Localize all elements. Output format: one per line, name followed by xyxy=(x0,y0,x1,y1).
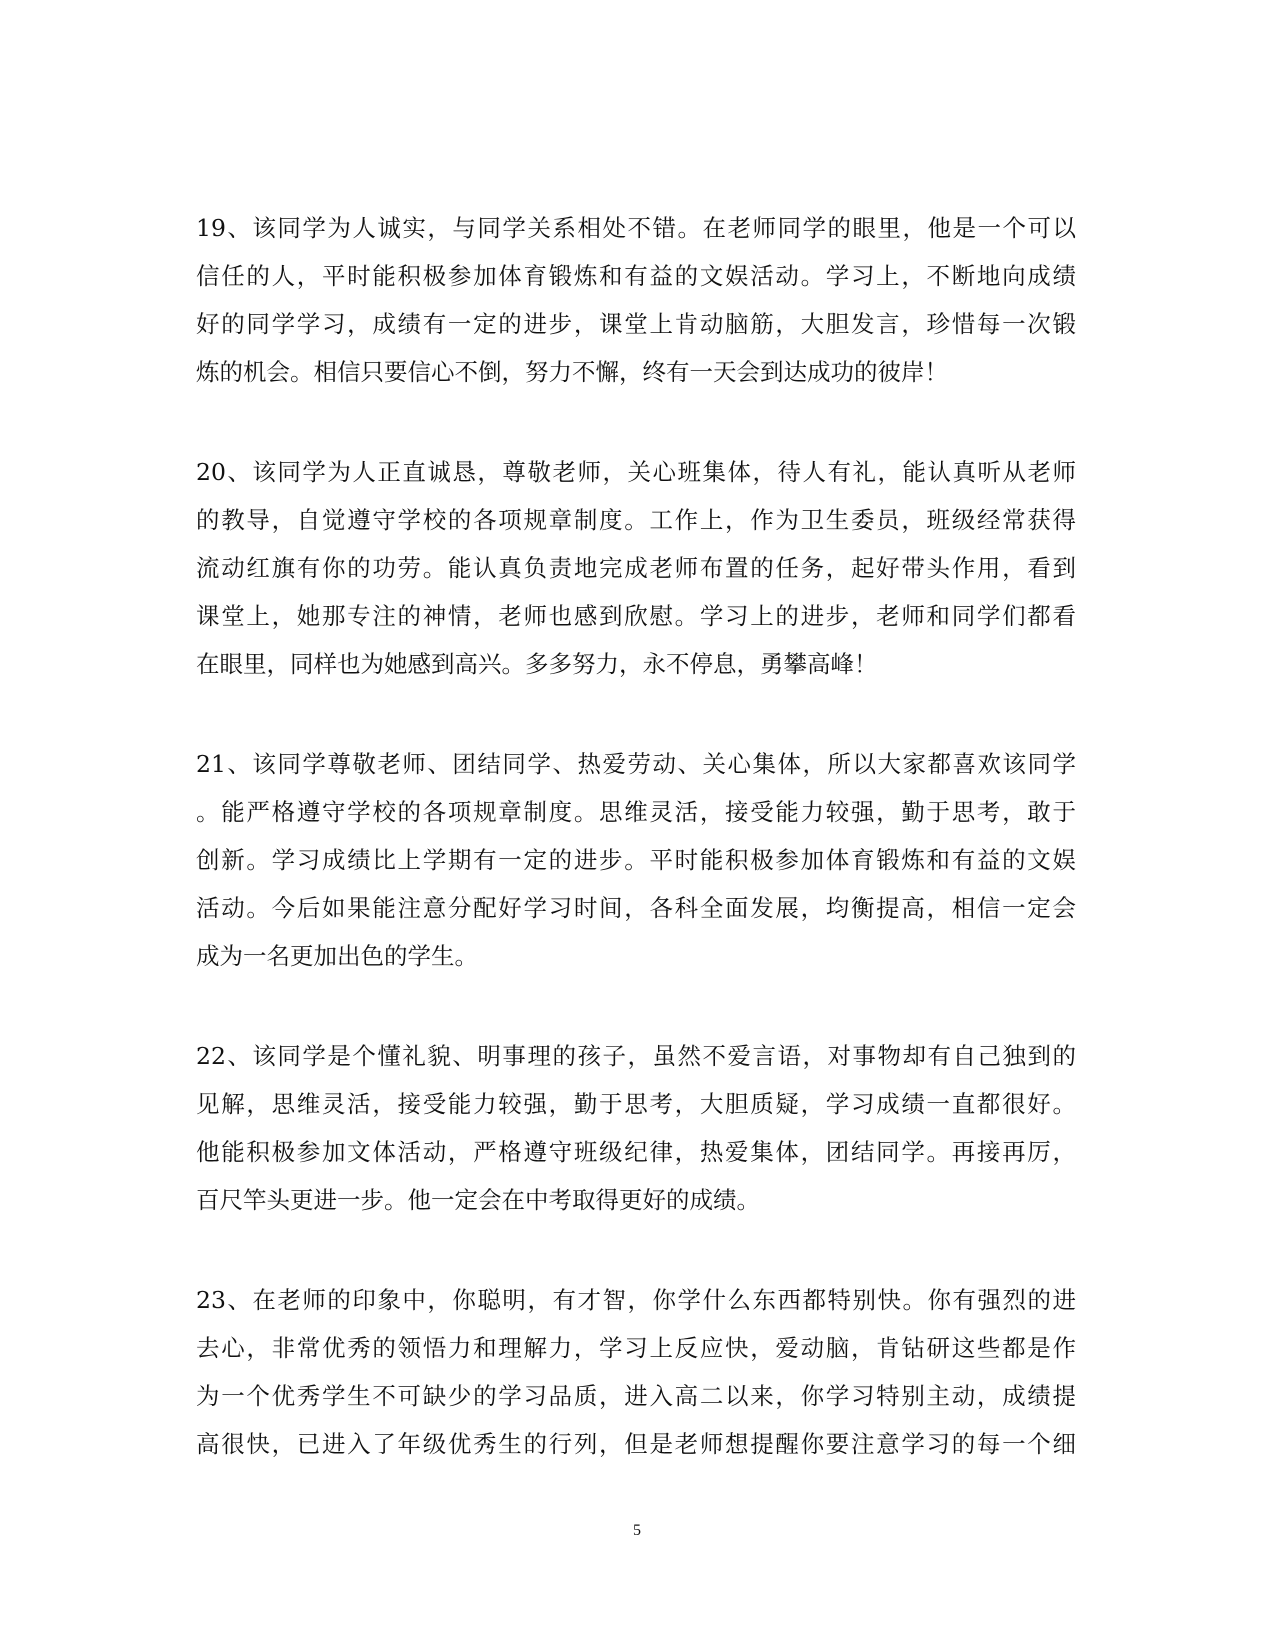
text-line: 炼的机会。相信只要信心不倒，努力不懈，终有一天会到达成功的彼岸！ xyxy=(196,358,948,386)
text-line: 活动。今后如果能注意分配好学习时间，各科全面发展，均衡提高，相信一定会 xyxy=(196,894,1076,922)
text-line: 高很快，已进入了年级优秀生的行列，但是老师想提醒你要注意学习的每一个细 xyxy=(196,1430,1076,1458)
text-line: 他能积极参加文体活动，严格遵守班级纪律，热爱集体，团结同学。再接再厉， xyxy=(196,1138,1076,1166)
text-line: 20、该同学为人正直诚恳，尊敬老师，关心班集体，待人有礼，能认真听从老师 xyxy=(196,458,1076,486)
page-number: 5 xyxy=(633,1522,641,1539)
text-line: 22、该同学是个懂礼貌、明事理的孩子，虽然不爱言语，对事物却有自己独到的 xyxy=(196,1042,1076,1070)
paragraph-19 xyxy=(196,204,1076,396)
text-line: 的教导，自觉遵守学校的各项规章制度。工作上，作为卫生委员，班级经常获得 xyxy=(196,506,1076,534)
text-line: 创新。学习成绩比上学期有一定的进步。平时能积极参加体育锻炼和有益的文娱 xyxy=(196,846,1076,874)
text-line: 见解，思维灵活，接受能力较强，勤于思考，大胆质疑，学习成绩一直都很好。 xyxy=(196,1090,1076,1118)
text-line: 21、该同学尊敬老师、团结同学、热爱劳动、关心集体，所以大家都喜欢该同学 xyxy=(196,750,1076,778)
text-line: 。能严格遵守学校的各项规章制度。思维灵活，接受能力较强，勤于思考，敢于 xyxy=(196,798,1076,826)
text-line: 信任的人，平时能积极参加体育锻炼和有益的文娱活动。学习上，不断地向成绩 xyxy=(196,262,1076,290)
paragraph-23 xyxy=(196,1276,1076,1468)
text-line: 在眼里，同样也为她感到高兴。多多努力，永不停息，勇攀高峰！ xyxy=(196,650,878,678)
text-line: 19、该同学为人诚实，与同学关系相处不错。在老师同学的眼里，他是一个可以 xyxy=(196,214,1076,242)
paragraph-22 xyxy=(196,1032,1076,1224)
text-line: 百尺竿头更进一步。他一定会在中考取得更好的成绩。 xyxy=(196,1186,760,1214)
text-line: 23、在老师的印象中，你聪明，有才智，你学什么东西都特别快。你有强烈的进 xyxy=(196,1286,1076,1314)
text-line: 好的同学学习，成绩有一定的进步，课堂上肯动脑筋，大胆发言，珍惜每一次锻 xyxy=(196,310,1076,338)
text-line: 去心，非常优秀的领悟力和理解力，学习上反应快，爱动脑，肯钻研这些都是作 xyxy=(196,1334,1076,1362)
text-line: 课堂上，她那专注的神情，老师也感到欣慰。学习上的进步，老师和同学们都看 xyxy=(196,602,1076,630)
paragraph-21 xyxy=(196,740,1076,980)
text-line: 为一个优秀学生不可缺少的学习品质，进入高二以来，你学习特别主动，成绩提 xyxy=(196,1382,1076,1410)
text-line: 成为一名更加出色的学生。 xyxy=(196,942,478,970)
paragraph-20 xyxy=(196,448,1076,688)
text-line: 流动红旗有你的功劳。能认真负责地完成老师布置的任务，起好带头作用，看到 xyxy=(196,554,1076,582)
document-body xyxy=(196,204,1076,1520)
